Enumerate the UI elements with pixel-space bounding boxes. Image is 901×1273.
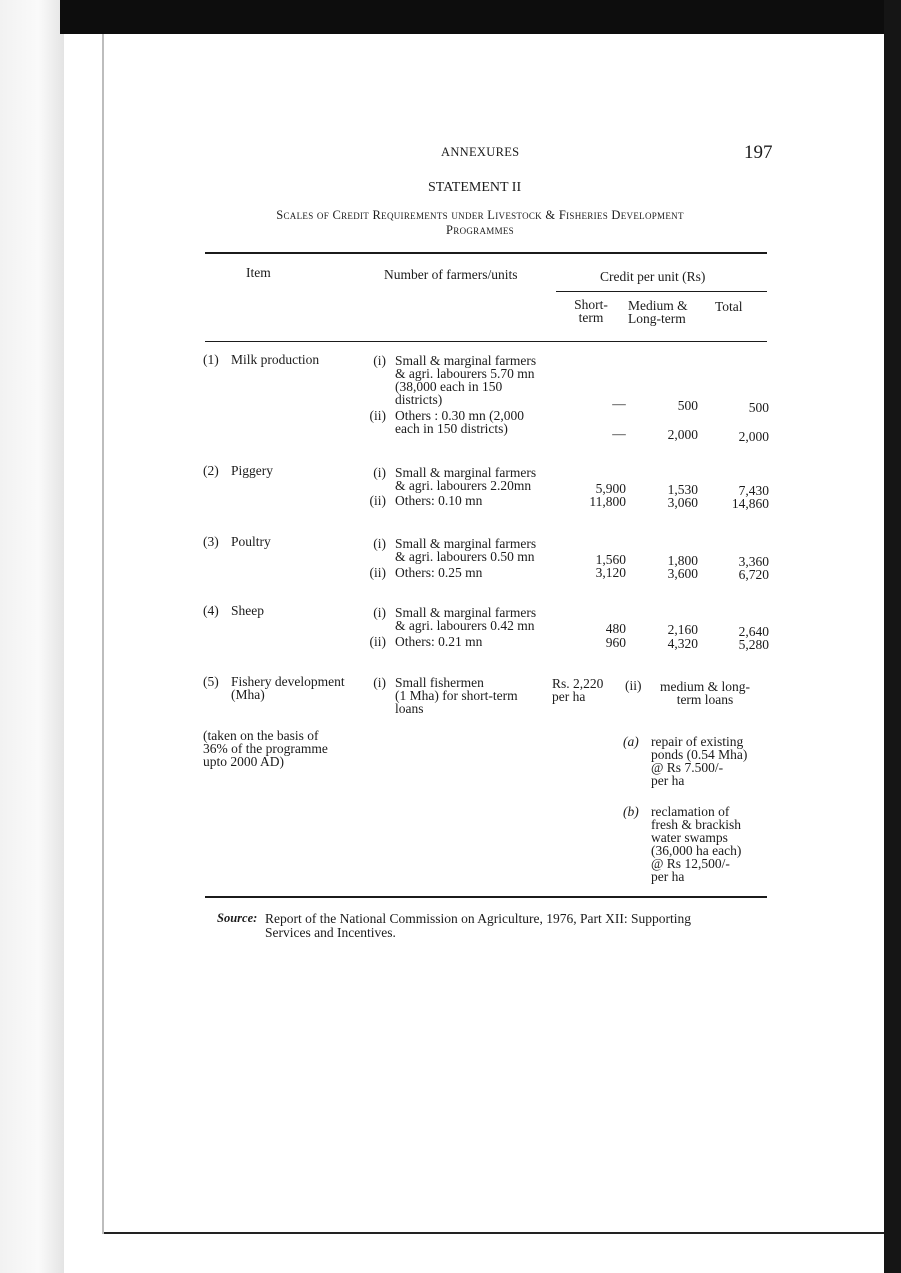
entry-roman: (i) [373, 465, 386, 480]
statement-subtitle-line1: Scales of Credit Requirements under Livestock & Fisheries Development [276, 208, 684, 222]
row-item: Fishery development (Mha) [231, 674, 345, 702]
entry-total: 14,860 [731, 496, 769, 511]
entry-description: Small & marginal farmers & agri. labourers 5.70 mn (38,000 each in 150 districts) [395, 353, 537, 407]
scan-right-border [884, 0, 901, 1273]
entry-roman: (i) [373, 675, 386, 690]
page-number: 197 [744, 142, 773, 163]
table-bottom-rule [205, 896, 767, 898]
entry-roman: (ii) [369, 634, 386, 649]
entry-short-term: Rs. 2,220 per ha [552, 676, 604, 704]
entry-short-term: 480 [605, 621, 626, 636]
entry-description: reclamation of fresh & brackish water swamps (36,000 ha each) @ Rs 12,500/- per ha [651, 804, 742, 884]
entry-label: (a) [623, 734, 639, 749]
entry-roman: (ii) [369, 565, 386, 580]
entry-total: 6,720 [738, 567, 769, 582]
statement-title: STATEMENT II [428, 180, 522, 195]
scan-top-border [60, 0, 901, 34]
entry-total: 2,000 [738, 429, 769, 444]
entry-description: repair of existing ponds (0.54 Mha) @ Rs 7.500/- per ha [651, 734, 748, 788]
entry-short-term: 960 [605, 635, 626, 650]
entry-medium-long: 500 [677, 398, 698, 413]
entry-roman: (ii) [369, 493, 386, 508]
row-item: Piggery [231, 463, 273, 478]
entry-total: 3,360 [738, 554, 769, 569]
scan-bottom-border [104, 1232, 884, 1234]
entry-description: Small & marginal farmers & agri. labourers 0.50 mn [395, 536, 537, 564]
entry-medium-long: 1,530 [667, 482, 698, 497]
column-header-credit: Credit per unit (Rs) [600, 269, 706, 284]
entry-description: Others: 0.21 mn [395, 634, 483, 649]
credit-header-rule [556, 291, 767, 292]
subheader-medium-long: Medium & Long-term [628, 298, 688, 326]
entry-short-term: — [612, 396, 626, 411]
entry-medium-long: 2,160 [667, 622, 698, 637]
entry-description: Others: 0.10 mn [395, 493, 483, 508]
entry-short-term: 5,900 [595, 481, 626, 496]
row-number: (1) [203, 352, 219, 367]
entry-total: 2,640 [738, 624, 769, 639]
entry-medium-long: 4,320 [667, 636, 698, 651]
row-item: Sheep [231, 603, 264, 618]
entry-medium-long: 2,000 [667, 427, 698, 442]
scan-page-edge [102, 34, 104, 1234]
entry-short-term: 11,800 [589, 494, 626, 509]
entry-roman: (i) [373, 353, 386, 368]
entry-description: Small & marginal farmers & agri. labourers 2.20mn [395, 465, 537, 493]
column-header-number: Number of farmers/units [384, 267, 518, 282]
row-number: (2) [203, 463, 219, 478]
scan-left-margin [0, 0, 64, 1273]
subheader-total: Total [715, 299, 743, 314]
entry-roman: (i) [373, 536, 386, 551]
header-bottom-rule [205, 341, 767, 342]
row-number: (5) [203, 674, 219, 689]
fishery-note: (taken on the basis of 36% of the programme upto 2000 AD) [203, 728, 328, 769]
entry-roman: (ii) [369, 408, 386, 423]
row-item: Poultry [231, 534, 271, 549]
entry-roman: (i) [373, 605, 386, 620]
row-number: (4) [203, 603, 219, 618]
row-item: Milk production [231, 352, 320, 367]
entry-short-term: — [612, 426, 626, 441]
row-number: (3) [203, 534, 219, 549]
source-label: Source: [217, 911, 258, 925]
column-header-item: Item [246, 265, 271, 280]
entry-roman: (ii) [625, 678, 642, 693]
statement-subtitle-line2: Programmes [446, 223, 514, 237]
entry-description: Small & marginal farmers & agri. labourers 0.42 mn [395, 605, 537, 633]
subheader-short-term: Short- term [574, 297, 608, 325]
entry-medium-long: 3,600 [667, 566, 698, 581]
source-text-line2: Services and Incentives. [265, 925, 396, 940]
entry-description: Others: 0.25 mn [395, 565, 483, 580]
entry-label: (b) [623, 804, 639, 819]
source-text-line1: Report of the National Commission on Agriculture, 1976, Part XII: Supporting [265, 911, 691, 926]
entry-medium-long: 1,800 [667, 553, 698, 568]
entry-short-term: 3,120 [595, 565, 626, 580]
running-head: ANNEXURES [441, 145, 520, 159]
entry-total: 500 [748, 400, 769, 415]
entry-description: Others : 0.30 mn (2,000 each in 150 districts) [395, 408, 524, 436]
entry-short-term: 1,560 [595, 552, 626, 567]
entry-total: 7,430 [738, 483, 769, 498]
entry-medium-long: 3,060 [667, 495, 698, 510]
table-top-rule [205, 252, 767, 254]
entry-description: medium & long- term loans [660, 679, 750, 707]
entry-description: Small fishermen (1 Mha) for short-term loans [395, 675, 518, 716]
entry-total: 5,280 [738, 637, 769, 652]
